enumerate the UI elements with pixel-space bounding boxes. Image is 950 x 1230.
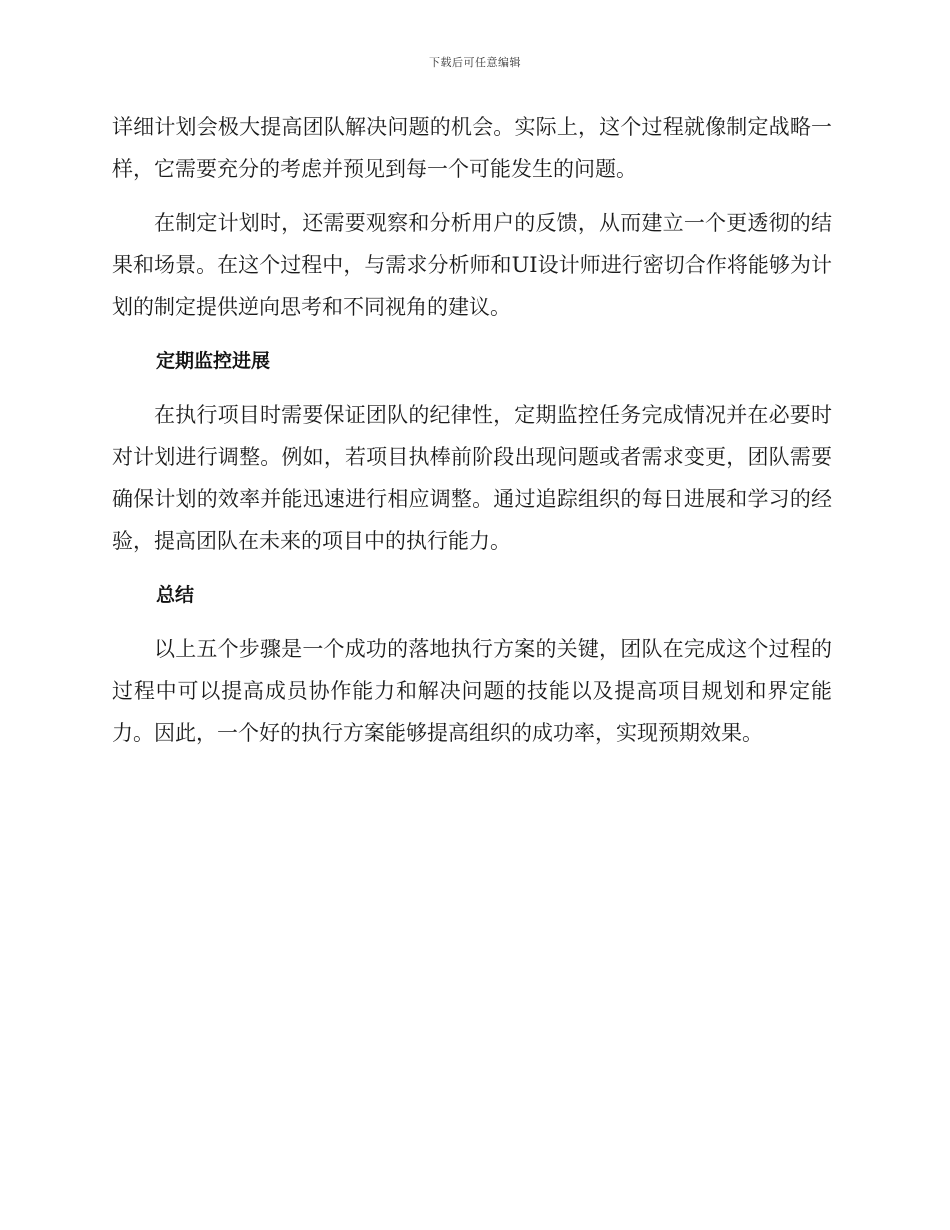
paragraph-gap bbox=[112, 616, 832, 628]
paragraph-summary: 以上五个步骤是一个成功的落地执行方案的关键，团队在完成这个过程的过程中可以提高成员协作能力和解决问题的技能以及提高项目规划和界定能力。因此，一个好的执行方案能够提高组织的成功率，实现预期效果。 bbox=[112, 637, 832, 745]
paragraph-gap bbox=[112, 562, 832, 574]
paragraph-planning-feedback: 在制定计划时，还需要观察和分析用户的反馈，从而建立一个更透彻的结果和场景。在这个过程中，与需求分析师和UI设计师进行密切合作将能够为计划的制定提供逆向思考和不同视角的建议。 bbox=[112, 211, 832, 319]
paragraph-gap bbox=[112, 328, 832, 340]
document-body bbox=[112, 106, 832, 754]
section-heading-monitor-progress: 定期监控进展 bbox=[156, 350, 271, 372]
page-header: 下载后可任意编辑 bbox=[429, 56, 521, 69]
paragraph-monitor-progress: 在执行项目时需要保证团队的纪律性，定期监控任务完成情况并在必要时对计划进行调整。例如，若项目执棒前阶段出现问题或者需求变更，团队需要确保计划的效率并能迅速进行相应调整。通过追踪组织的每日进展和学习的经验，提高团队在未来的项目中的执行能力。 bbox=[112, 403, 832, 553]
paragraph-gap bbox=[112, 190, 832, 202]
paragraph-continued: 详细计划会极大提高团队解决问题的机会。实际上，这个过程就像制定战略一样，它需要充分的考虑并预见到每一个可能发生的问题。 bbox=[112, 115, 832, 181]
section-heading-summary: 总结 bbox=[156, 584, 195, 606]
paragraph-gap bbox=[112, 382, 832, 394]
